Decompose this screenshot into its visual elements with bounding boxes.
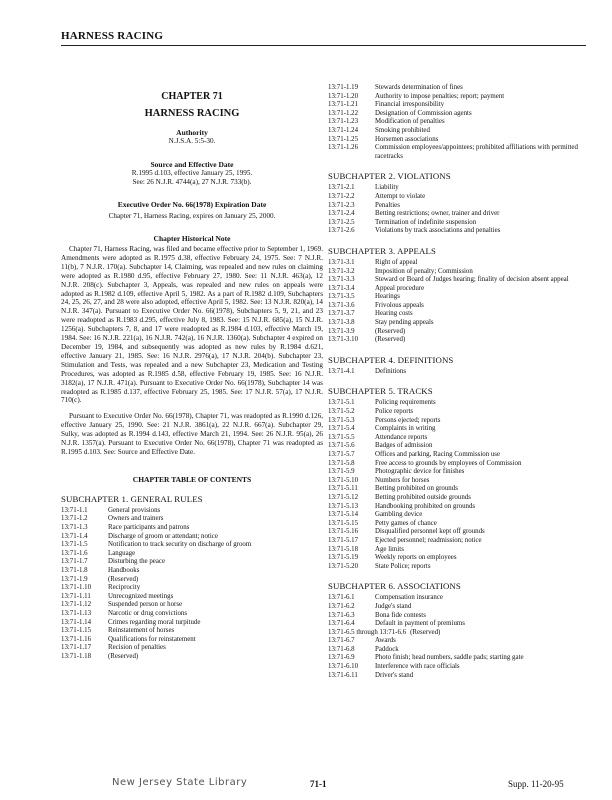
toc-entry	[328, 537, 590, 546]
toc-entry	[328, 620, 590, 629]
toc-entry	[328, 259, 590, 268]
toc-heading: CHAPTER TABLE OF CONTENTS	[132, 474, 252, 484]
section-title: Photographic device for finishes	[375, 468, 465, 476]
section-title: Penalties	[375, 201, 400, 209]
section-title: Designation of Commission agents	[375, 109, 472, 117]
section-number: 13:71-6.11	[328, 671, 358, 679]
section-title: Interference with race officials	[375, 663, 460, 671]
toc-entry	[328, 434, 590, 443]
section-number: 13:71-2.3	[328, 201, 355, 209]
toc-entry	[61, 558, 323, 567]
section-title: Hearings	[375, 293, 400, 301]
toc-entry	[61, 636, 323, 645]
section-title: Disturbing the peace	[108, 558, 166, 566]
toc-entry	[328, 276, 590, 285]
section-number: 13:71-5.20	[328, 562, 359, 570]
section-title: Recision of penalties	[108, 644, 166, 652]
section-number: 13:71-6.7	[328, 637, 355, 645]
toc-entry	[328, 84, 590, 93]
exec-order-heading: Executive Order No. 66(1978) Expiration Date	[117, 200, 267, 209]
subchapter-title: SUBCHAPTER 1. GENERAL RULES	[61, 493, 203, 504]
section-number: 13:71-5.7	[328, 451, 355, 458]
section-title: Stay pending appeals	[375, 319, 434, 327]
section-number: 13:71-5.6	[328, 442, 355, 450]
section-number: 13:71-3.8	[328, 319, 355, 327]
section-number: 13:71-1.22	[328, 109, 359, 117]
section-number: 13:71-6.1	[328, 594, 355, 602]
toc-entry	[328, 118, 590, 127]
section-title: Definitions	[375, 367, 407, 375]
section-title: Compensation insurance	[375, 594, 443, 602]
section-number: 13:71-6.9	[328, 654, 355, 662]
section-number: 13:71-5.17	[328, 536, 359, 544]
section-title: Offices and parking, Racing Commission use	[375, 451, 501, 458]
section-title: Authority to impose penalties; report; payment	[375, 92, 505, 100]
toc-entry	[328, 101, 590, 110]
section-title: Photo finish; head numbers, saddle pads; starting gate	[375, 654, 524, 662]
section-number: 13:71-1.3	[61, 524, 88, 532]
section-title: Hearing costs	[375, 310, 413, 318]
section-title: Handbooks	[108, 567, 140, 574]
section-number: 13:71-4.1	[328, 367, 355, 375]
toc-entry	[61, 524, 323, 533]
page-number: 71-1	[310, 779, 327, 789]
subchapter-2	[328, 171, 590, 236]
section-title: Steward or Board of Judges hearing; finality of decision absent appeal	[375, 276, 569, 284]
section-number: 13:71-5.16	[328, 528, 359, 536]
toc-entry	[61, 644, 323, 653]
section-number: 13:71-2.6	[328, 227, 355, 235]
section-number: 13:71-1.12	[61, 601, 92, 609]
section-title: Betting prohibited on grounds	[375, 485, 458, 493]
section-title: Policing requirements	[375, 399, 436, 407]
section-number: 13:71-3.10	[328, 336, 359, 344]
toc-entry	[328, 425, 590, 434]
section-title: (Reserved)	[375, 336, 406, 344]
section-title: Attempt to violate	[375, 192, 426, 200]
toc-entry	[61, 515, 323, 524]
toc-entry	[328, 210, 590, 219]
section-number: 13:71-3.3	[328, 276, 355, 284]
subchapter-5	[328, 386, 590, 571]
section-title: Reciprocity	[108, 584, 141, 592]
library-stamp: New Jersey State Library	[112, 777, 248, 788]
toc-entry	[328, 399, 590, 408]
toc-entry	[61, 576, 323, 585]
toc-entry	[61, 533, 323, 542]
section-title: Language	[108, 549, 136, 557]
toc-entry	[328, 654, 590, 663]
toc-entry	[328, 110, 590, 119]
section-number: 13:71-5.3	[328, 416, 355, 424]
toc-entry	[328, 127, 590, 136]
source-heading: Source and Effective Date	[150, 160, 234, 169]
section-title: Handbooking prohibited on grounds	[375, 502, 476, 510]
section-title: Discharge of groom or attendant; notice	[108, 532, 218, 540]
section-number: 13:71-5.15	[328, 519, 359, 527]
section-title: Driver's stand	[375, 671, 414, 679]
section-number: 13:71-1.4	[61, 532, 88, 540]
toc-entry	[328, 336, 590, 345]
section-title: Bona fide contests	[375, 611, 426, 619]
section-title: General provisions	[108, 506, 161, 514]
section-title: Awards	[375, 637, 396, 645]
toc-entry	[328, 663, 590, 672]
section-title: Police reports	[375, 408, 414, 416]
section-title: State Police; reports	[375, 562, 431, 570]
section-title: Attendance reports	[375, 433, 428, 441]
section-title: Unrecognized meetings	[108, 592, 174, 600]
toc-entry	[61, 593, 323, 602]
toc-entry	[61, 584, 323, 593]
toc-entry	[328, 184, 590, 193]
section-title: Weekly reports on employees	[375, 554, 457, 562]
section-number: 13:71-5.2	[328, 408, 355, 416]
toc-entry	[61, 653, 323, 662]
toc-entry	[61, 627, 323, 636]
toc-entry	[328, 193, 590, 202]
subchapter-6	[328, 581, 590, 680]
section-number: 13:71-3.5	[328, 293, 355, 301]
section-number: 13:71-1.14	[61, 618, 92, 626]
toc-entry	[328, 368, 590, 377]
section-title: Financial irresponsibility	[375, 101, 445, 109]
section-number: 13:71-6.10	[328, 663, 359, 671]
section-title: Horsemen associations	[375, 135, 439, 143]
toc-entry	[328, 310, 590, 319]
section-number: 13:71-1.5	[61, 541, 88, 549]
section-title: Paddock	[375, 645, 399, 653]
toc-entry	[61, 610, 323, 619]
section-number: 13:71-1.21	[328, 101, 359, 109]
toc-entry	[328, 672, 590, 681]
chapter-number: CHAPTER 71	[161, 91, 223, 102]
section-number: 13:71-1.9	[61, 575, 88, 583]
section-number: 13:71-1.20	[328, 92, 359, 100]
section-title: Owners and trainers	[108, 515, 164, 523]
section-number: 13:71-5.12	[328, 493, 359, 501]
section-number: 13:71-3.1	[328, 258, 355, 266]
subchapter-4	[328, 355, 590, 377]
exec-order-text: Chapter 71, Harness Racing, expires on January 25, 2000.	[108, 212, 276, 220]
history-paragraph-2: Pursuant to Executive Order No. 66(1978), Chapter 71, was readopted as R.1990 d.126, effective January 25, 1990. See: 21 N.J.R. 3861(a), 22 N.J.R. 667(a). Subchapter 29, Sulky, was adopted as R.1994 d.143, effective March 21, 1994. See: 26 N.J.R. 95(a), 26 N.J.R. 1357(a). Pursuant to Executive Order No. 66(1978), Chapter 71 was readopted as R.1995 d.103. See: Source and Effective Date.	[61, 412, 323, 456]
section-title: Commission employees/appointees; prohibited affiliations with permitted racetracks	[375, 144, 578, 160]
section-number: 13:71-3.6	[328, 301, 355, 309]
section-number: 13:71-1.19	[328, 84, 359, 91]
toc-entry	[328, 528, 590, 537]
section-title: Reinstatement of horses	[108, 627, 175, 635]
toc-entry	[328, 468, 590, 477]
history-heading: Chapter Historical Note	[153, 234, 231, 243]
toc-entry	[328, 460, 590, 469]
subchapter-title: SUBCHAPTER 5. TRACKS	[328, 386, 433, 397]
section-title: Suspended person or horse	[108, 601, 183, 609]
section-number: 13:71-1.25	[328, 135, 359, 143]
toc-entry	[61, 567, 323, 576]
section-number: 13:71-5.19	[328, 554, 359, 562]
subchapter-title: SUBCHAPTER 3. APPEALS	[328, 245, 436, 256]
section-title: Age limits	[375, 545, 404, 553]
toc-entry	[328, 285, 590, 294]
section-title: Stewards determination of fines	[375, 84, 463, 91]
subchapter-title: SUBCHAPTER 6. ASSOCIATIONS	[328, 581, 461, 592]
section-number: 13:71-5.5	[328, 433, 355, 441]
toc-entry	[328, 268, 590, 277]
section-title: Free access to grounds by employees of Commission	[375, 459, 522, 467]
section-title: Right of appeal	[375, 258, 418, 266]
section-title: Appeal procedure	[375, 284, 425, 292]
toc-entry	[328, 603, 590, 612]
section-title: (Reserved)	[108, 575, 139, 583]
section-number: 13:71-3.4	[328, 284, 355, 292]
section-number: 13:71-1.26	[328, 144, 359, 152]
section-number: 13:71-5.9	[328, 468, 355, 476]
right-column	[328, 84, 590, 680]
subchapter-3	[328, 246, 590, 345]
section-number: 13:71-6.8	[328, 645, 355, 653]
toc-entry	[328, 227, 590, 236]
section-number: 13:71-1.15	[61, 627, 92, 635]
toc-entry	[328, 554, 590, 563]
section-number: 13:71-1.24	[328, 126, 359, 134]
toc-entry	[328, 563, 590, 572]
section-number: 13:71-1.23	[328, 118, 359, 126]
subchapter-1	[61, 494, 323, 662]
toc-entry	[328, 503, 590, 512]
toc-entry	[328, 442, 590, 451]
section-title: (Reserved)	[410, 628, 441, 636]
section-title: Persons ejected; reports	[375, 416, 441, 424]
section-number: 13:71-5.13	[328, 502, 359, 510]
header-rule	[61, 45, 586, 46]
toc-entry	[328, 417, 590, 426]
section-title: Race participants and patrons	[108, 524, 190, 532]
left-column	[61, 91, 323, 662]
section-title: Numbers for horses	[375, 476, 430, 484]
section-title: Notification to track security on discharge of groom	[108, 541, 252, 549]
section-number: 13:71-1.18	[61, 652, 92, 660]
section-number: 13:71-6.4	[328, 620, 355, 628]
section-title: Violations by track associations and penalties	[375, 227, 501, 235]
section-number: 13:71-1.17	[61, 644, 92, 652]
toc-entry	[328, 302, 590, 311]
section-title: Termination of indefinite suspension	[375, 218, 477, 226]
section-number: 13:71-1.11	[61, 592, 91, 600]
toc-entry	[328, 202, 590, 211]
toc-entry	[328, 144, 590, 161]
section-number: 13:71-3.9	[328, 327, 355, 335]
toc-entry	[328, 612, 590, 621]
section-title: Ejected personnel; readmission; notice	[375, 536, 482, 544]
toc-entry	[61, 550, 323, 559]
section-title: Qualifications for reinstatement	[108, 635, 196, 643]
section-number: 13:71-5.1	[328, 399, 355, 407]
section-title: Judge's stand	[375, 602, 412, 610]
section-title: Betting prohibited outside grounds	[375, 493, 471, 501]
section-number: 13:71-3.7	[328, 310, 355, 318]
toc-entry	[328, 511, 590, 520]
supplement-date: Supp. 11-20-95	[508, 779, 564, 789]
section-number: 13:71-5.8	[328, 459, 355, 467]
toc-entry	[328, 520, 590, 529]
section-title: Petty games of chance	[375, 519, 437, 527]
section-number: 13:71-1.1	[61, 506, 88, 514]
section-number: 13:71-1.7	[61, 558, 88, 566]
section-title: Frivolous appeals	[375, 301, 424, 309]
authority-text: N.J.S.A. 5:5-30.	[168, 137, 216, 145]
toc-entry	[328, 408, 590, 417]
section-title: Liability	[375, 184, 399, 192]
section-number: 13:71-5.11	[328, 485, 358, 493]
toc-entry	[328, 594, 590, 603]
section-title: (Reserved)	[108, 652, 139, 660]
section-title: Narcotic or drug convictions	[108, 609, 188, 617]
section-number: 13:71-5.18	[328, 545, 359, 553]
toc-entry	[328, 219, 590, 228]
section-number: 13:71-5.10	[328, 476, 359, 484]
toc-entry	[328, 646, 590, 655]
toc-entry	[328, 494, 590, 503]
section-title: Default in payment of premiums	[375, 620, 465, 628]
section-title: (Reserved)	[375, 327, 406, 335]
section-title: Disqualified personnel kept off grounds	[375, 528, 485, 536]
section-number: 13:71-2.5	[328, 218, 355, 226]
section-title: Imposition of penalty; Commission	[375, 267, 473, 275]
source-text-2: See: 26 N.J.R. 4744(a), 27 N.J.R. 733(b).	[132, 178, 252, 186]
toc-entry	[328, 136, 590, 145]
section-number: 13:71-1.10	[61, 584, 92, 592]
toc-entry	[328, 328, 590, 337]
subchapter-1-continued	[328, 84, 590, 161]
toc-entry	[328, 451, 590, 460]
history-paragraph-1: Chapter 71, Harness Racing, was filed and became effective prior to September 1, 1969. Amendments were adopted as R.1975 d.38, effective February 24, 1975. See: 7 N.J.R. 11(b), 7 N.J.R. 170(a). Subchapter 14, Claiming, was repealed and new rules on claiming were adopted as R.1980 d.95, effective February 27, 1980. See: 11 N.J.R. 463(a), 12 N.J.R. 208(c). Subchapter 3, Appeals, was repealed and new rules on appeals were adopted as R.1982 d.109, effective April 5, 1982. As a part of R.1982 d.109, Subchapters 24, 25, 26, 27, and 28 were also adopted, effective April 5, 1982. See: 13 N.J.R. 820(a), 14 N.J.R. 347(a). Pursuant to Executive Order No. 66(1978), Subchapters 5, 9, 21, and 23 were readopted as R.1983 d.295, effective July 8, 1983. See: 15 N.J.R. 685(a), 15 N.J.R. 1256(a). Subchapters 7, 8, and 17 were readopted as R.1984 d.103, effective March 19, 1984. See: 16 N.J.R. 221(a), 16 N.J.R. 742(a), 16 N.J.R. 1360(a). Subchapter 4 expired on December 19, 1984, and subsequently was adopted as new rules by R.1984 d.621, effective January 21, 1985. See: 16 N.J.R. 2976(a), 17 N.J.R. 204(b). Subchapter 23, Stimulation and Tests, was repealed and a new Subchapter 23, Medication and Testing Procedures, was adopted as R.1985 d.58, effective February 19, 1985. See: 16 N.J.R. 3182(a), 17 N.J.R. 471(a). Pursuant to Executive Order No. 66(1978), Subchapter 14 was readopted as R.1985 d.137, effective February 25, 1985. See: 17 N.J.R. 57(a), 17 N.J.R. 710(c).	[61, 245, 323, 405]
section-title: Badges of admission	[375, 442, 433, 450]
section-number: 13:71-1.13	[61, 609, 92, 617]
toc-entry	[328, 319, 590, 328]
section-number: 13:71-6.3	[328, 611, 355, 619]
section-number: 13:71-1.16	[61, 635, 92, 643]
toc-entry	[61, 507, 323, 516]
toc-entry	[328, 629, 590, 638]
section-title: Gambling device	[375, 511, 423, 519]
section-title: Crimes regarding moral turpitude	[108, 618, 201, 626]
source-text-1: R.1995 d.103, effective January 25, 1995.	[131, 169, 253, 177]
section-number: 13:71-1.6	[61, 549, 88, 557]
toc-entry	[61, 619, 323, 628]
authority-heading: Authority	[176, 128, 208, 137]
section-number: 13:71-1.2	[61, 515, 88, 523]
section-number: 13:71-5.4	[328, 425, 355, 433]
section-title: Betting restrictions; owner, trainer and driver	[375, 210, 500, 218]
subchapter-title: SUBCHAPTER 4. DEFINITIONS	[328, 354, 454, 365]
section-number: 13:71-5.14	[328, 511, 359, 519]
toc-entry	[328, 293, 590, 302]
toc-entry	[61, 541, 323, 550]
section-title: Complaints in writing	[375, 425, 436, 433]
toc-entry	[61, 601, 323, 610]
toc-entry	[328, 637, 590, 646]
section-number: 13:71-2.1	[328, 184, 355, 192]
section-title: Modification of penalties	[375, 118, 445, 126]
running-header: HARNESS RACING	[61, 30, 164, 42]
toc-entry	[328, 477, 590, 486]
section-number: 13:71-6.2	[328, 602, 355, 610]
section-number: 13:71-2.4	[328, 210, 355, 218]
toc-entry	[328, 93, 590, 102]
section-number: 13:71-1.8	[61, 567, 88, 574]
toc-entry	[328, 485, 590, 494]
subchapter-title: SUBCHAPTER 2. VIOLATIONS	[328, 171, 451, 182]
toc-entry	[328, 546, 590, 555]
section-number: 13:71-6.5 through 13:71-6.6	[328, 628, 407, 636]
section-number: 13:71-2.2	[328, 192, 355, 200]
section-title: Smoking prohibited	[375, 126, 430, 134]
section-number: 13:71-3.2	[328, 267, 355, 275]
chapter-title: HARNESS RACING	[144, 108, 240, 119]
